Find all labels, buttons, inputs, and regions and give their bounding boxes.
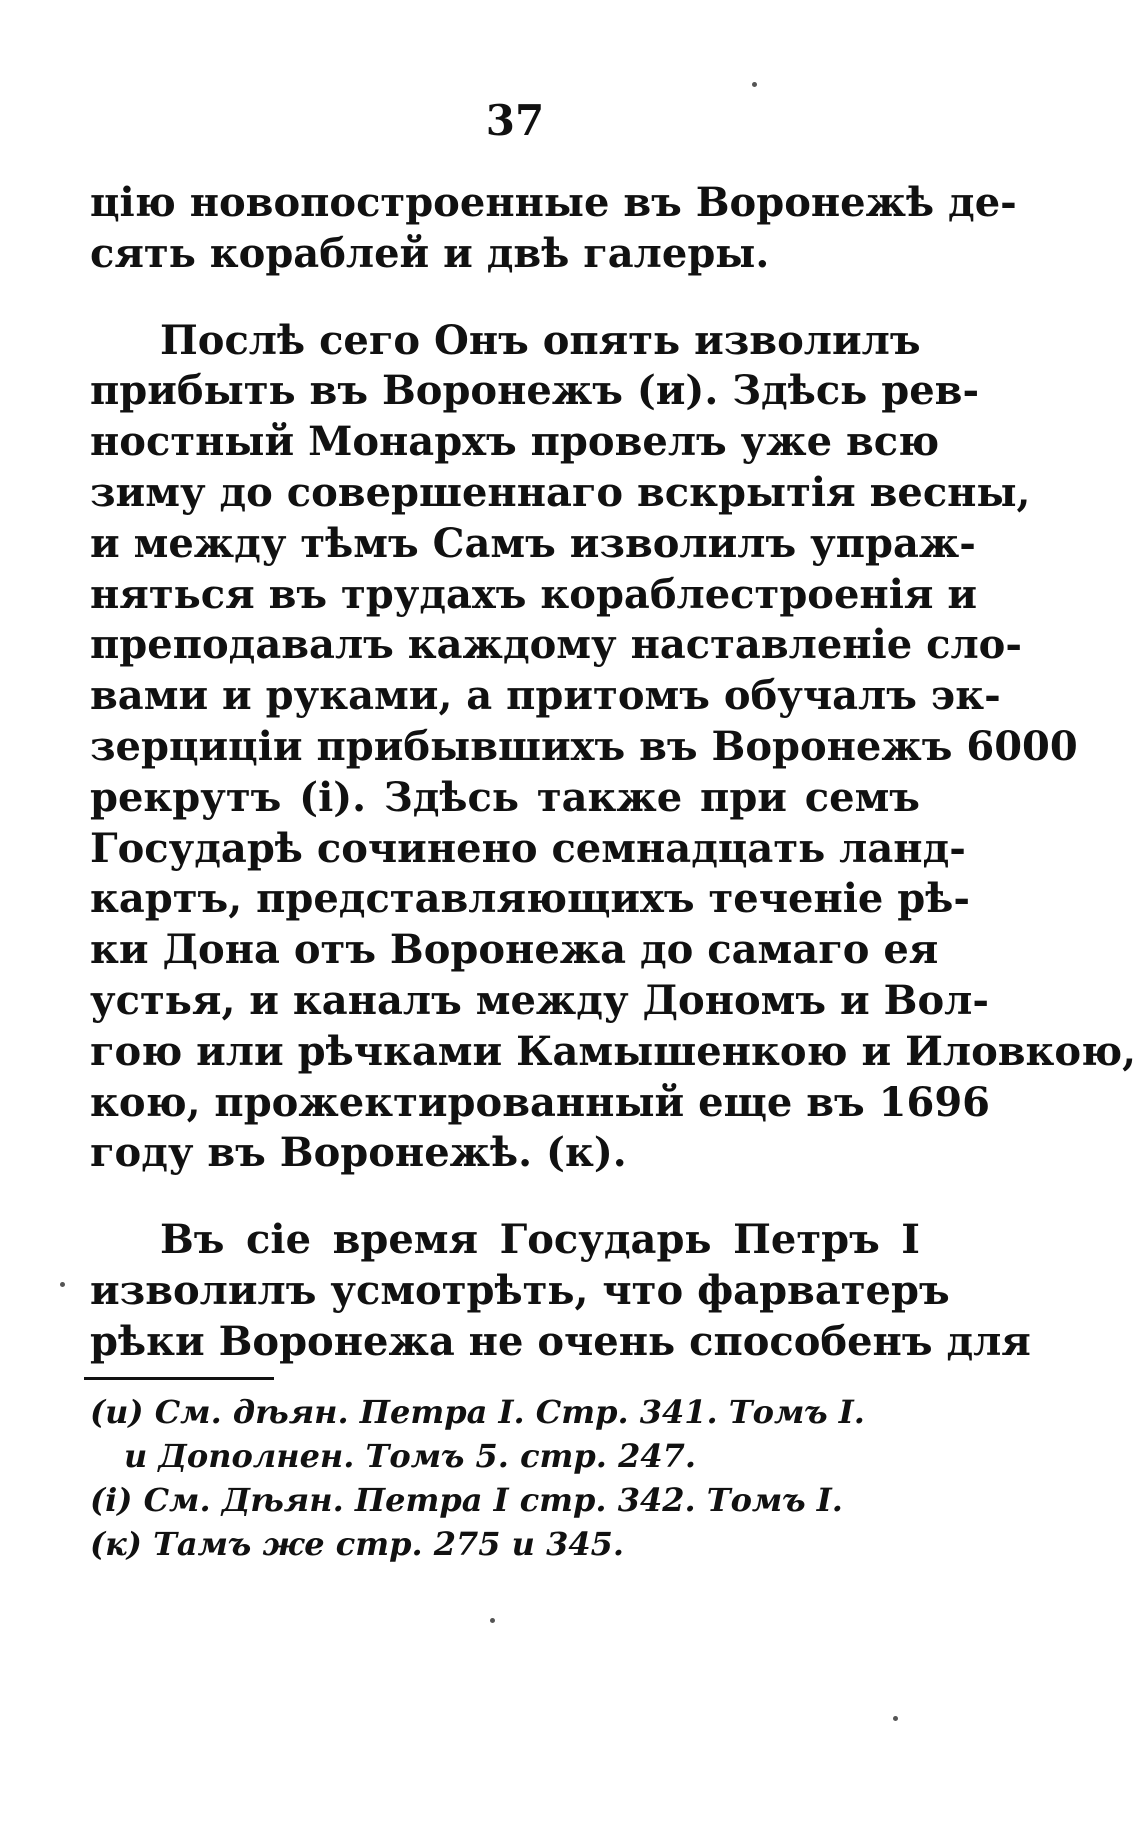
scan-speck <box>490 1618 495 1623</box>
text-line: няться въ трудахъ кораблестроенія и <box>90 570 978 618</box>
text-line: и между тѣмъ Самъ изволилъ упраж- <box>90 519 976 567</box>
text-line: зерциціи прибывшихъ въ Воронежъ 6000 <box>90 722 1078 770</box>
text-line: устья, и каналъ между Дономъ и Вол- <box>90 976 989 1024</box>
footnote-rule <box>84 1377 274 1380</box>
text-line: сять кораблей и двѣ галеры. <box>90 229 770 277</box>
text-line: ностный Монархъ провелъ уже всю <box>90 418 940 466</box>
text-line: изволилъ усмотрѣть, что фарватеръ <box>90 1266 950 1314</box>
text-line: Государѣ сочинено семнадцать ланд- <box>90 824 966 872</box>
footnote-line: и Дополнен. Томъ 5. стр. 247. <box>124 1437 696 1475</box>
footnote-line: (и) См. дѣян. Петра I. Стр. 341. Томъ I. <box>90 1393 865 1431</box>
text-line: цію новопостроенные въ Воронежѣ де- <box>90 179 1017 226</box>
footnote-line: (к) Тамъ же стр. 275 и 345. <box>90 1525 625 1563</box>
footnotes <box>90 1390 920 1566</box>
text-line: году въ Воронежѣ. (к). <box>90 1129 627 1177</box>
scan-speck <box>752 82 757 87</box>
body-text <box>90 178 1137 1368</box>
text-line: рѣки Воронежа не очень способенъ для <box>90 1317 1031 1365</box>
text-line: картъ, представляющихъ теченіе рѣ- <box>90 875 970 923</box>
text-line: вами и руками, а притомъ обучалъ эк- <box>90 672 1001 720</box>
text-line: прибыть въ Воронежъ (и). Здѣсь рев- <box>90 367 980 415</box>
text-line: Въ сіе время Государь Петръ I <box>160 1216 920 1264</box>
page-number: 37 <box>485 96 545 145</box>
text-line: ки Дона отъ Воронежа до самаго ея <box>90 926 939 974</box>
scan-speck <box>60 1282 65 1287</box>
text-line: преподавалъ каждому наставленіе сло- <box>90 621 1022 669</box>
text-line: зиму до совершеннаго вскрытія весны, <box>90 468 1031 516</box>
text-line: кою, прожектированный еще въ 1696 <box>90 1078 990 1126</box>
text-line: рекрутъ (і). Здѣсь также при семъ <box>90 773 920 821</box>
text-line: Послѣ сего Онъ опять изволилъ <box>160 316 921 364</box>
scan-speck <box>893 1716 898 1721</box>
text-line: гою или рѣчками Камышенкою и Иловкою, <box>90 1027 1137 1075</box>
footnote-line: (і) См. Дѣян. Петра I стр. 342. Томъ I. <box>90 1481 843 1519</box>
